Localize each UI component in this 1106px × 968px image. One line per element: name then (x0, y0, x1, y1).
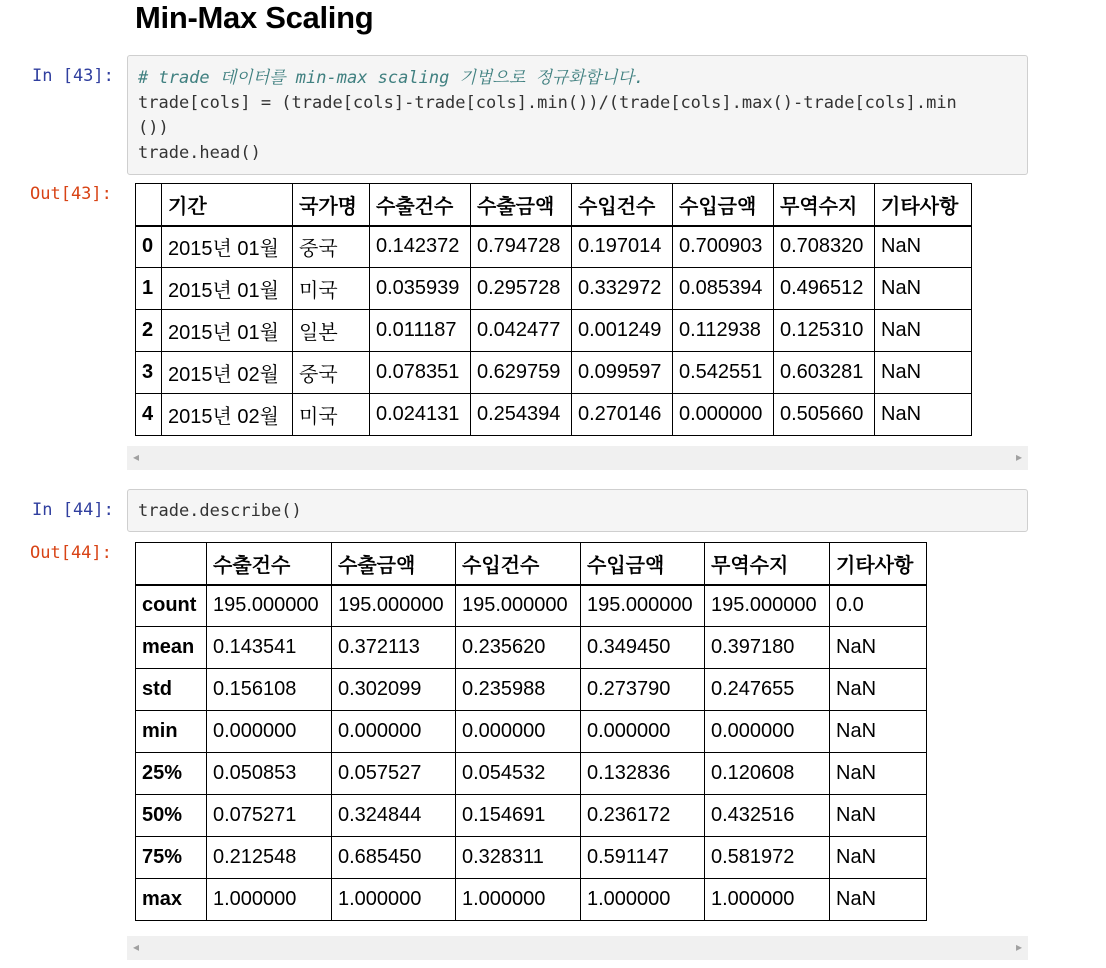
table-cell: 0.236172 (581, 795, 705, 837)
table-cell: NaN (875, 394, 972, 436)
table-cell: 0.505660 (774, 394, 875, 436)
table-row (136, 753, 927, 795)
table-cell: 0.324844 (332, 795, 456, 837)
table-cell: NaN (875, 226, 972, 268)
table-cell: 1.000000 (456, 879, 581, 921)
column-header-cell: 기간 (162, 184, 293, 226)
table-cell: 0.035939 (370, 268, 471, 310)
table-cell: 1.000000 (332, 879, 456, 921)
table-cell: 0.254394 (471, 394, 572, 436)
table-cell: 0.273790 (581, 669, 705, 711)
table-cell: 0.120608 (705, 753, 830, 795)
describe-dataframe-table (135, 542, 927, 921)
table-cell: 0.332972 (572, 268, 673, 310)
table-cell: 2015년 02월 (162, 352, 293, 394)
table-cell: 0.700903 (673, 226, 774, 268)
table-cell: 0.154691 (456, 795, 581, 837)
table-cell: 0.050853 (207, 753, 332, 795)
table-cell: 0.247655 (705, 669, 830, 711)
table-cell: NaN (830, 711, 927, 753)
table-cell: 0.708320 (774, 226, 875, 268)
table-row (136, 226, 972, 268)
table-row (136, 837, 927, 879)
input-prompt-44: In [44]: (32, 500, 114, 520)
table-cell: 2015년 01월 (162, 268, 293, 310)
table-row (136, 669, 927, 711)
column-header-cell: 기타사항 (830, 543, 927, 585)
section-heading: Min-Max Scaling (135, 0, 374, 35)
table-cell: 0.000000 (332, 711, 456, 753)
table-cell: NaN (875, 352, 972, 394)
column-header-cell: 무역수지 (705, 543, 830, 585)
table-cell: NaN (830, 795, 927, 837)
table-cell: 0.125310 (774, 310, 875, 352)
scroll-right-icon[interactable]: ▸ (1015, 940, 1022, 954)
column-header-cell: 수입건수 (456, 543, 581, 585)
table-cell: 0.629759 (471, 352, 572, 394)
row-index-cell: 25% (136, 753, 207, 795)
table-row (136, 627, 927, 669)
code-line: trade.head() (138, 143, 261, 163)
table-row (136, 268, 972, 310)
table-cell: 2015년 01월 (162, 310, 293, 352)
output-prompt-44: Out[44]: (30, 543, 112, 563)
table-cell: 195.000000 (705, 585, 830, 627)
column-header-cell: 수입금액 (673, 184, 774, 226)
index-header-cell (136, 543, 207, 585)
table-cell: 195.000000 (581, 585, 705, 627)
table-cell: 0.349450 (581, 627, 705, 669)
index-header-cell (136, 184, 162, 226)
row-index-cell: 75% (136, 837, 207, 879)
table-header-row (136, 184, 972, 226)
scroll-left-icon[interactable]: ◂ (133, 940, 140, 954)
table-cell: NaN (875, 310, 972, 352)
head-dataframe-table (135, 183, 972, 436)
column-header-cell: 국가명 (293, 184, 370, 226)
table-cell: NaN (830, 627, 927, 669)
table-cell: 0.542551 (673, 352, 774, 394)
table-cell: 0.270146 (572, 394, 673, 436)
table-cell: 195.000000 (332, 585, 456, 627)
table-cell: 0.794728 (471, 226, 572, 268)
table-cell: 0.001249 (572, 310, 673, 352)
column-header-cell: 기타사항 (875, 184, 972, 226)
table-cell: 0.075271 (207, 795, 332, 837)
table-cell: 0.302099 (332, 669, 456, 711)
table-cell: 0.197014 (572, 226, 673, 268)
code-line: trade.describe() (138, 501, 302, 521)
input-prompt-43: In [43]: (32, 66, 114, 86)
table-cell: 0.372113 (332, 627, 456, 669)
table-cell: 0.212548 (207, 837, 332, 879)
table-cell: 일본 (293, 310, 370, 352)
code-comment-line: # trade 데이터를 min-max scaling 기법으로 정규화합니다. (138, 68, 645, 88)
row-index-cell: 50% (136, 795, 207, 837)
table-cell: 1.000000 (581, 879, 705, 921)
table-row (136, 795, 927, 837)
table-cell: 0.432516 (705, 795, 830, 837)
code-cell-43[interactable] (127, 55, 1028, 175)
table-cell: 0.132836 (581, 753, 705, 795)
table-cell: 195.000000 (207, 585, 332, 627)
table-cell: NaN (875, 268, 972, 310)
column-header-cell: 수출건수 (207, 543, 332, 585)
scroll-right-icon[interactable]: ▸ (1015, 450, 1022, 464)
table-cell: 0.011187 (370, 310, 471, 352)
table-cell: 0.295728 (471, 268, 572, 310)
table-cell: 0.235988 (456, 669, 581, 711)
code-line: trade[cols] = (trade[cols]-trade[cols].min())/(trade[cols].max()-trade[cols].min (138, 93, 957, 113)
table-cell: 0.397180 (705, 627, 830, 669)
table-row (136, 879, 927, 921)
table-cell: 0.143541 (207, 627, 332, 669)
column-header-cell: 수출금액 (471, 184, 572, 226)
table-cell: 미국 (293, 268, 370, 310)
table-cell: 0.156108 (207, 669, 332, 711)
row-index-cell: 3 (136, 352, 162, 394)
row-index-cell: max (136, 879, 207, 921)
table-cell: 1.000000 (207, 879, 332, 921)
table-cell: 0.085394 (673, 268, 774, 310)
table-cell: 0.078351 (370, 352, 471, 394)
table-cell: 0.603281 (774, 352, 875, 394)
row-index-cell: 0 (136, 226, 162, 268)
table-header-row (136, 543, 927, 585)
column-header-cell: 무역수지 (774, 184, 875, 226)
table-cell: 0.235620 (456, 627, 581, 669)
table-row (136, 352, 972, 394)
table-cell: 2015년 02월 (162, 394, 293, 436)
table-cell: 0.0 (830, 585, 927, 627)
table-cell: 0.000000 (705, 711, 830, 753)
code-cell-44[interactable] (127, 489, 1028, 532)
row-index-cell: 4 (136, 394, 162, 436)
table-cell: 0.099597 (572, 352, 673, 394)
table-row (136, 711, 927, 753)
table-cell: 중국 (293, 352, 370, 394)
table-cell: NaN (830, 837, 927, 879)
horizontal-scrollbar-44[interactable] (127, 936, 1028, 960)
table-cell: NaN (830, 753, 927, 795)
column-header-cell: 수입금액 (581, 543, 705, 585)
code-line: ()) (138, 118, 169, 138)
table-cell: 0.328311 (456, 837, 581, 879)
table-cell: 0.042477 (471, 310, 572, 352)
table-cell: 0.496512 (774, 268, 875, 310)
column-header-cell: 수출건수 (370, 184, 471, 226)
table-cell: 0.024131 (370, 394, 471, 436)
table-row (136, 310, 972, 352)
row-index-cell: min (136, 711, 207, 753)
output-prompt-43: Out[43]: (30, 184, 112, 204)
horizontal-scrollbar-43[interactable] (127, 446, 1028, 470)
table-cell: NaN (830, 669, 927, 711)
table-cell: 0.000000 (456, 711, 581, 753)
table-cell: 미국 (293, 394, 370, 436)
table-cell: 0.057527 (332, 753, 456, 795)
row-index-cell: mean (136, 627, 207, 669)
table-cell: 0.000000 (207, 711, 332, 753)
column-header-cell: 수입건수 (572, 184, 673, 226)
table-cell: 0.591147 (581, 837, 705, 879)
table-cell: 0.000000 (673, 394, 774, 436)
row-index-cell: count (136, 585, 207, 627)
table-cell: 0.054532 (456, 753, 581, 795)
table-row (136, 585, 927, 627)
table-cell: 195.000000 (456, 585, 581, 627)
table-cell: 0.581972 (705, 837, 830, 879)
row-index-cell: 2 (136, 310, 162, 352)
row-index-cell: std (136, 669, 207, 711)
table-cell: 0.142372 (370, 226, 471, 268)
column-header-cell: 수출금액 (332, 543, 456, 585)
table-cell: 0.000000 (581, 711, 705, 753)
scroll-left-icon[interactable]: ◂ (133, 450, 140, 464)
row-index-cell: 1 (136, 268, 162, 310)
table-cell: 중국 (293, 226, 370, 268)
table-cell: 1.000000 (705, 879, 830, 921)
table-cell: 0.112938 (673, 310, 774, 352)
table-row (136, 394, 972, 436)
table-cell: 2015년 01월 (162, 226, 293, 268)
table-cell: NaN (830, 879, 927, 921)
table-cell: 0.685450 (332, 837, 456, 879)
